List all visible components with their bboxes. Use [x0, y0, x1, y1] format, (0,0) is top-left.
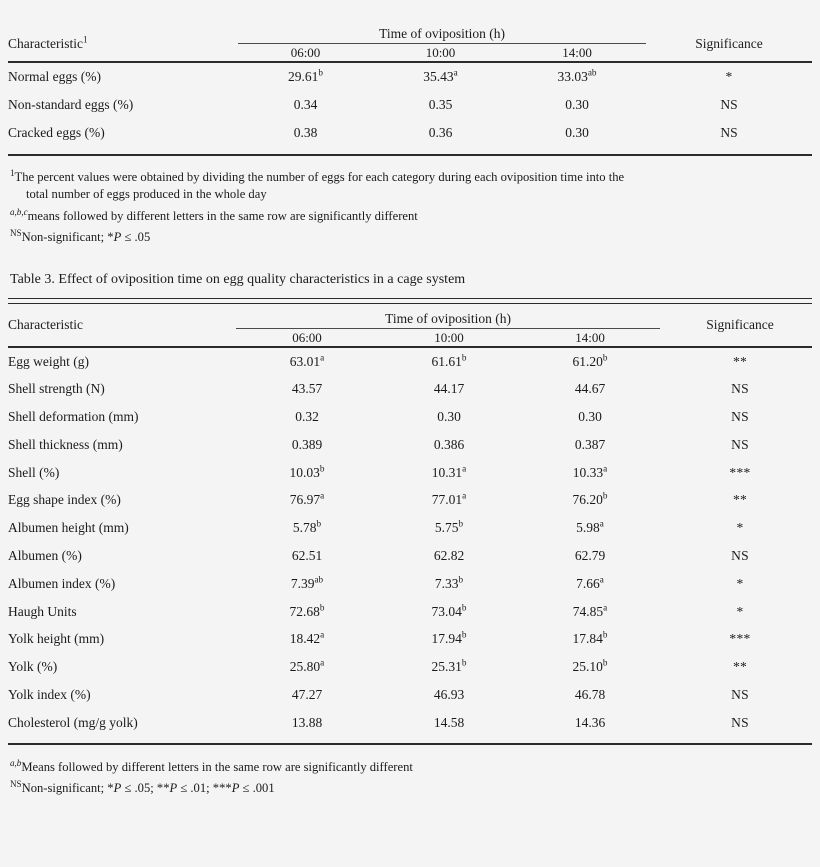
table2-header-time-0600: 06:00	[290, 45, 321, 60]
table3-row6-characteristic: Albumen height (mm)	[8, 520, 129, 536]
status-badge: **	[732, 492, 748, 508]
table2-header-significance: Significance	[695, 35, 763, 51]
table3-row11-value2: 25.10$^b$	[572, 657, 608, 675]
status-badge: *	[725, 69, 733, 84]
table2-header-span-rule	[238, 43, 646, 44]
table2-header-time-1000: 10:00	[425, 45, 456, 60]
table2-footnotes	[8, 169, 812, 247]
table2-footnote-2-text: means followed by different letters in the same row are significantly different	[27, 208, 418, 223]
table3-footnote-1	[10, 759, 808, 776]
table-row	[8, 709, 820, 737]
status-badge: ***	[729, 464, 751, 480]
table-row	[8, 681, 820, 709]
table3-header-time-1000: 10:00	[434, 329, 464, 345]
table3-row4-value2: 10.33$^a$	[572, 463, 608, 480]
table3-footnote-2-p3: P	[231, 781, 240, 796]
table2-row2-value1: 0.36	[428, 125, 453, 140]
table3-row11-characteristic: Yolk (%)	[8, 659, 58, 675]
table3-footnote-2-p1: P	[113, 781, 122, 796]
table3-row1-value2: 44.67	[574, 381, 606, 397]
table3-header-significance: Significance	[706, 316, 774, 332]
table3-header-time-0600: 06:00	[292, 329, 322, 345]
table3-footnote-2-mid2: ≤ .01; ***	[177, 781, 232, 796]
status-badge: *	[736, 520, 744, 536]
table3-row11-value1: 25.31$^b$	[431, 657, 467, 675]
status-badge: **	[732, 353, 748, 369]
table3-row7-value0: 62.51	[291, 548, 323, 564]
table2-footnote-1	[10, 169, 808, 186]
table3-body	[8, 348, 820, 737]
table3-row10-characteristic: Yolk height (mm)	[8, 631, 105, 647]
table3-row2-value2: 0.30	[578, 409, 602, 425]
table3-row9-value0: 72.68$^b$	[289, 602, 325, 619]
table-row	[8, 63, 812, 91]
table-row	[8, 459, 820, 487]
table3-row8-value0: 7.39$^{ab}$	[290, 574, 324, 591]
table3-row8-value2: 7.66$^a$	[576, 574, 604, 591]
table-row	[8, 570, 820, 598]
table3-row0-value0: 63.01$^a$	[289, 352, 325, 369]
table3-footnote-2-marker: NS	[10, 778, 22, 789]
table3-footnote-2-pre: Non-significant; *	[21, 781, 114, 796]
table2-row1-value2: 0.30	[565, 97, 589, 112]
table-row	[8, 403, 820, 431]
table2-header-characteristic-superscript: 1	[82, 34, 88, 44]
table3-row7-value2: 62.79	[574, 548, 606, 564]
table3-footnote-2-p2: P	[169, 781, 178, 796]
table3-header-characteristic: Characteristic	[8, 316, 83, 332]
table2-footnote-2	[10, 208, 808, 225]
table2-header-time-span: Time of oviposition (h)	[379, 26, 505, 41]
table2-row0-value1: 35.43$^a$	[423, 67, 458, 84]
table-row	[8, 486, 820, 514]
table3-caption: Table 3. Effect of oviposition time on egg quality characteristics in a cage system	[10, 271, 466, 287]
table2-row0-value0: 29.61$^b$	[288, 67, 323, 84]
table3-footnote-1-marker: a,b	[10, 757, 22, 768]
table2-footnote-1-marker: 1	[10, 167, 15, 178]
table2-row2-value2: 0.30	[565, 125, 589, 140]
status-badge: **	[732, 659, 748, 675]
table2-header-span-row	[8, 26, 812, 42]
table3-row12-value1: 46.93	[433, 687, 465, 703]
table3-footnote-2-mid1: ≤ .05; **	[121, 781, 170, 796]
table3-row3-value0: 0.389	[291, 436, 323, 452]
table3-row10-value2: 17.84$^b$	[572, 629, 608, 647]
table2-grid	[8, 26, 812, 61]
table3-footnote-1-text: Means followed by different letters in the same row are significantly different	[21, 759, 413, 774]
table3-row2-value1: 0.30	[437, 409, 461, 425]
table3-row12-value0: 47.27	[291, 687, 323, 703]
table-row	[8, 375, 820, 403]
table2-footnote-3-marker: NS	[10, 227, 22, 238]
table3-row13-value1: 14.58	[433, 714, 465, 730]
table2-row1-value1: 0.35	[428, 97, 453, 112]
status-badge: *	[736, 575, 744, 591]
table2-body	[8, 63, 812, 147]
table3-row5-characteristic: Egg shape index (%)	[8, 492, 121, 508]
table3-row5-value0: 76.97$^a$	[289, 490, 325, 508]
table3-row9-characteristic: Haugh Units	[8, 603, 77, 619]
status-badge: ***	[729, 631, 751, 647]
table3-row5-value2: 76.20$^b$	[572, 490, 608, 508]
table2-footnote-3	[10, 229, 808, 246]
table2-row1-value0: 0.34	[293, 97, 318, 112]
table3-footnote-2-end: ≤ .001	[239, 781, 275, 796]
table3-row5-value1: 77.01$^a$	[431, 490, 467, 508]
table3-row2-value0: 0.32	[295, 409, 319, 425]
table3-row1-characteristic: Shell strength (N)	[8, 381, 105, 397]
table3-row6-value1: 5.75$^b$	[434, 518, 464, 536]
table-row	[8, 119, 812, 147]
table-row	[8, 514, 820, 542]
table-row	[8, 431, 820, 459]
table3-row0-characteristic: Egg weight (g)	[8, 353, 89, 369]
table2-header-characteristic-label: Characteristic	[8, 35, 83, 51]
table3-row0-value1: 61.61$^b$	[431, 352, 467, 369]
status-badge: NS	[731, 409, 749, 425]
table-row	[8, 91, 812, 119]
table3-row4-characteristic: Shell (%)	[8, 464, 60, 480]
status-badge: NS	[720, 97, 738, 112]
table-row	[8, 348, 820, 376]
table3-row6-value0: 5.78$^b$	[292, 518, 322, 536]
table3-row7-value1: 62.82	[433, 548, 465, 564]
table3-row8-value1: 7.33$^b$	[434, 574, 464, 591]
table3-row3-characteristic: Shell thickness (mm)	[8, 436, 123, 452]
status-badge: NS	[731, 381, 749, 397]
table3-row10-value0: 18.42$^a$	[289, 629, 325, 647]
table2-body-grid	[8, 63, 812, 147]
table2-footnote-1-line1: The percent values were obtained by dividing the number of eggs for each category during each oviposition time into the	[14, 170, 625, 184]
table2-footnote-3-pre: Non-significant; *	[21, 230, 114, 245]
table3-row1-value0: 43.57	[291, 381, 323, 397]
table3	[8, 304, 812, 745]
table3-footnotes	[8, 759, 812, 798]
table3-row1-value1: 44.17	[433, 381, 465, 397]
table2	[8, 26, 812, 156]
table3-header-span-rule	[236, 328, 660, 329]
table3-row12-value2: 46.78	[574, 687, 606, 703]
table3-row3-value1: 0.386	[433, 436, 465, 452]
status-badge: *	[736, 603, 744, 619]
table2-row2-value0: 0.38	[293, 125, 318, 140]
table3-header-span-row	[8, 304, 820, 327]
table2-row1-characteristic: Non-standard eggs (%)	[8, 97, 134, 112]
table3-row7-characteristic: Albumen (%)	[8, 548, 82, 564]
table3-header-time-span: Time of oviposition (h)	[385, 310, 511, 326]
table3-row9-value2: 74.85$^a$	[572, 602, 608, 619]
table3-footnote-2	[10, 780, 808, 797]
table3-row9-value1: 73.04$^b$	[431, 602, 467, 619]
table3-row6-value2: 5.98$^a$	[576, 518, 604, 536]
table3-row13-characteristic: Cholesterol (mg/g yolk)	[8, 714, 138, 730]
table3-row12-characteristic: Yolk index (%)	[8, 687, 91, 703]
table3-row10-value1: 17.94$^b$	[431, 629, 467, 647]
status-badge: NS	[731, 714, 749, 730]
table-row	[8, 542, 820, 570]
table2-header-time-1400: 14:00	[562, 45, 592, 60]
status-badge: NS	[731, 687, 749, 703]
table3-row13-value2: 14.36	[574, 714, 606, 730]
table3-header-grid	[8, 304, 820, 346]
table3-header-time-1400: 14:00	[575, 329, 605, 345]
table-row	[8, 653, 820, 681]
table3-row2-characteristic: Shell deformation (mm)	[8, 409, 139, 425]
table2-row0-characteristic: Normal eggs (%)	[8, 69, 101, 84]
table3-row4-value0: 10.03$^b$	[289, 463, 325, 480]
table2-footnote-2-marker: a,b,c	[10, 206, 28, 217]
status-badge: NS	[731, 548, 749, 564]
table3-row4-value1: 10.31$^a$	[431, 463, 467, 480]
table3-body-grid	[8, 348, 820, 737]
status-badge: NS	[720, 125, 738, 140]
table3-row11-value0: 25.80$^a$	[289, 657, 325, 675]
table2-footnote-1-cont: total number of eggs produced in the whole day	[26, 187, 267, 202]
table3-row8-characteristic: Albumen index (%)	[8, 575, 116, 591]
status-badge: NS	[731, 436, 749, 452]
table2-footnote-3-post: ≤ .05	[121, 230, 151, 245]
table2-header-characteristic	[8, 26, 238, 61]
table-row	[8, 625, 820, 653]
table-row	[8, 598, 820, 626]
table3-row13-value0: 13.88	[291, 714, 323, 730]
table2-row0-value2: 33.03$^{ab}$	[557, 67, 597, 84]
table3-row0-value2: 61.20$^b$	[572, 352, 608, 369]
table2-row2-characteristic: Cracked eggs (%)	[8, 125, 105, 140]
table2-footnote-3-p: P	[113, 230, 122, 245]
table3-row3-value2: 0.387	[574, 436, 606, 452]
